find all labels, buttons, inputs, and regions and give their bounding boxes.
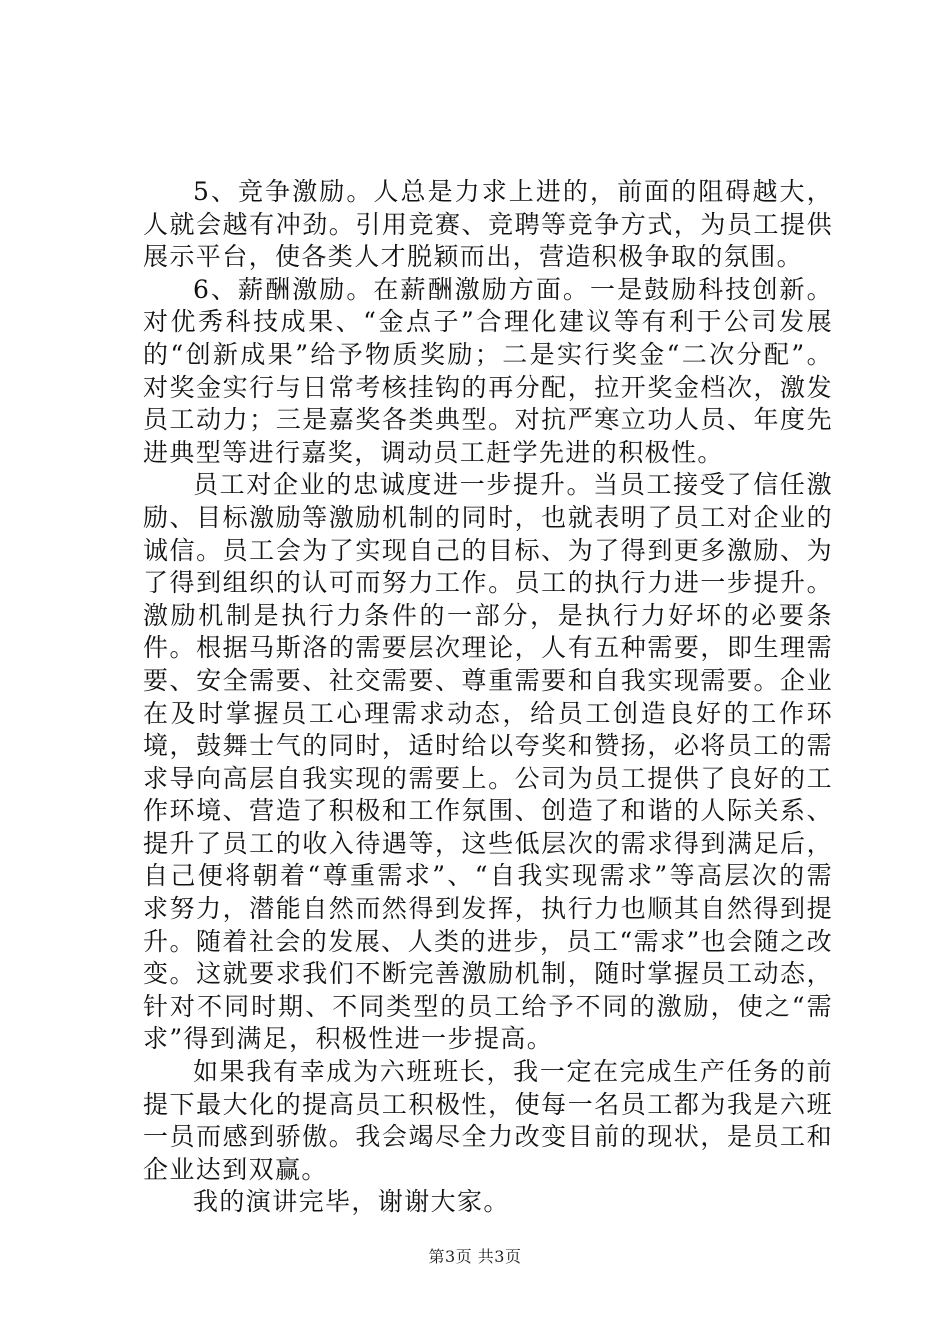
paragraph-competition-incentive: 5、竞争激励。人总是力求上进的，前面的阻碍越大，人就会越有冲劲。引用竞赛、竞聘等竞争方式，为员工提供展示平台，使各类人才脱颖而出，营造积极争取的氛围。: [143, 177, 833, 272]
paragraph-closing: 我的演讲完毕，谢谢大家。: [193, 1187, 510, 1217]
paragraph-employee-loyalty: 员工对企业的忠诚度进一步提升。当员工接受了信任激励、目标激励等激励机制的同时，也就表明了员工对企业的诚信。员工会为了实现自己的目标、为了得到更多激励、为了得到组织的认可而努力工作。员工的执行力进一步提升。激励机制是执行力条件的一部分，是执行力好坏的必要条件。根据马斯洛的需要层次理论，人有五种需要，即生理需要、安全需要、社交需要、尊重需要和自我实现需要。企业在及时掌握员工心理需求动态，给员工创造良好的工作环境，鼓舞士气的同时，适时给以夸奖和赞扬，必将员工的需求导向高层自我实现的需要上。公司为员工提供了良好的工作环境、营造了积极和工作氛围、创造了和谐的人际关系、提升了员工的收入待遇等，这些低层次的需求得到满足后，自己便将朝着“尊重需求”、“自我实现需求”等高层次的需求努力，潜能自然而然得到发挥，执行力也顺其自然得到提升。随着社会的发展、人类的进步，员工“需求”也会随之改变。这就要求我们不断完善激励机制，随时掌握员工动态，针对不同时期、不同类型的员工给予不同的激励，使之“需求”得到满足，积极性进一步提高。: [143, 470, 833, 1054]
paragraph-salary-incentive: 6、薪酬激励。在薪酬激励方面。一是鼓励科技创新。对优秀科技成果、“金点子”合理化建议等有利于公司发展的“创新成果”给予物质奖励；二是实行奖金“二次分配”。对奖金实行与日常考核挂钩的再分配，拉开奖金档次，激发员工动力；三是嘉奖各类典型。对抗严寒立功人员、年度先进典型等进行嘉奖，调动员工赶学先进的积极性。: [143, 274, 833, 467]
document-body: [143, 176, 833, 1219]
paragraph-team-leader-pledge: 如果我有幸成为六班班长，我一定在完成生产任务的前提下最大化的提高员工积极性，使每一名员工都为我是六班一员而感到骄傲。我会竭尽全力改变目前的现状，是员工和企业达到双赢。: [143, 1057, 833, 1184]
page-number-footer: 第3页 共3页: [428, 1247, 522, 1266]
